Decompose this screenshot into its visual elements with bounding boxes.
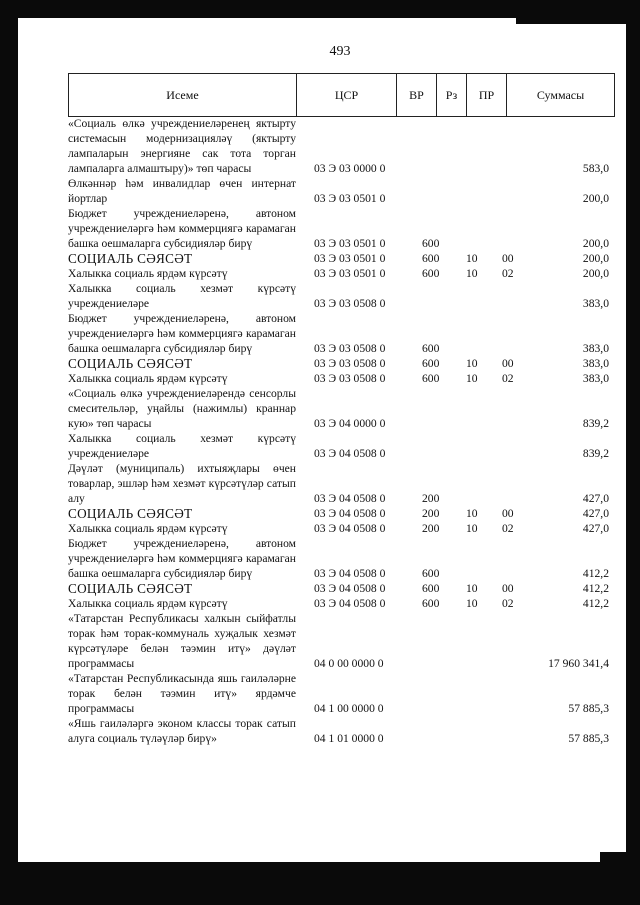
row-sum-cell: 383,0: [582, 297, 609, 310]
scan-edge-top-right: [516, 0, 640, 24]
row-sum-cell: 427,0: [582, 522, 609, 535]
row-csr-cell: 03 Э 03 0508 0: [314, 297, 386, 310]
table-row: [68, 671, 615, 716]
row-sum-cell: 200,0: [582, 192, 609, 205]
row-csr-cell: 03 Э 03 0000 0: [314, 162, 386, 175]
table-body: [68, 116, 615, 746]
row-sum-cell: 412,2: [582, 567, 609, 580]
row-sum-cell: 583,0: [582, 162, 609, 175]
column-header-sum: Суммасы: [507, 74, 615, 117]
row-csr-cell: 03 Э 03 0501 0: [314, 192, 386, 205]
row-name-cell: Бюджет учреждениеләренә, автоном учреждениеләргә һәм коммерциягә карамаган башка оешмаларга субсидияләр бирү: [68, 207, 296, 250]
row-sum-cell: 839,2: [582, 447, 609, 460]
row-vr-cell: 600: [422, 372, 440, 385]
row-name-cell: Дәүләт (муниципаль) ихтыяҗлары өчен товарлар, эшләр һәм хезмәт күрсәтүләр сатып алу: [68, 462, 296, 505]
row-csr-cell: 03 Э 04 0508 0: [314, 522, 386, 535]
table-row: [68, 116, 615, 176]
row-csr-cell: 03 Э 04 0508 0: [314, 567, 386, 580]
row-name-cell: СОЦИАЛЬ СӘЯСӘТ: [68, 581, 193, 596]
row-pr-cell: 02: [502, 522, 514, 535]
row-name-cell: Халыкка социаль ярдәм күрсәтү: [68, 522, 228, 535]
table-row: [68, 536, 615, 581]
row-sum-cell: 57 885,3: [568, 702, 609, 715]
row-sum-cell: 839,2: [582, 417, 609, 430]
table-row: [68, 596, 615, 611]
row-csr-cell: 03 Э 03 0508 0: [314, 372, 386, 385]
row-vr-cell: 200: [422, 522, 440, 535]
row-name-cell: «Татарстан Республикасы халкын сыйфатлы торак һәм торак-коммуналь хуҗалык хезмәт күрсәтүләре белән тәэмин итү» дәүләт программасы: [68, 612, 296, 670]
row-name-cell: Халыкка социаль ярдәм күрсәтү: [68, 372, 228, 385]
scan-edge-right: [626, 0, 640, 905]
row-name-cell: Халыкка социаль ярдәм күрсәтү: [68, 267, 228, 280]
row-vr-cell: 600: [422, 582, 440, 595]
row-pr-cell: 00: [502, 582, 514, 595]
row-sum-cell: 427,0: [582, 507, 609, 520]
row-pr-cell: 00: [502, 252, 514, 265]
scan-edge-bottom-right: [600, 852, 640, 905]
row-name-cell: Халыкка социаль хезмәт күрсәтү учреждениеләре: [68, 282, 296, 310]
row-sum-cell: 200,0: [582, 252, 609, 265]
row-csr-cell: 03 Э 03 0501 0: [314, 252, 386, 265]
page-number: 493: [329, 44, 351, 59]
table-row: [68, 281, 615, 311]
row-pr-cell: 00: [502, 507, 514, 520]
row-name-cell: «Социаль өлкә учреждениеләрендә сенсорлы смесительләр, уңайлы (нажимлы) краннар кую» төп чарасы: [68, 387, 296, 430]
table-row: [68, 716, 615, 746]
row-vr-cell: 600: [422, 342, 440, 355]
table-row: [68, 506, 615, 521]
column-header-vr: ВР: [397, 74, 437, 117]
row-csr-cell: 03 Э 03 0501 0: [314, 237, 386, 250]
row-rz-cell: 10: [466, 252, 478, 265]
row-csr-cell: 04 1 00 0000 0: [314, 702, 384, 715]
row-sum-cell: 383,0: [582, 372, 609, 385]
row-sum-cell: 200,0: [582, 237, 609, 250]
row-pr-cell: 02: [502, 372, 514, 385]
row-name-cell: «Социаль өлкә учреждениеләренең яктырту системасын модернизацияләү (яктырту лампаларын энергияне сак тота торган лампаларга алмаштыру)» төп чарасы: [68, 117, 296, 175]
row-vr-cell: 600: [422, 267, 440, 280]
row-pr-cell: 00: [502, 357, 514, 370]
row-name-cell: СОЦИАЛЬ СӘЯСӘТ: [68, 251, 193, 266]
row-csr-cell: 04 1 01 0000 0: [314, 732, 384, 745]
table-row: [68, 431, 615, 461]
row-sum-cell: 17 960 341,4: [548, 657, 609, 670]
column-header-csr: ЦСР: [297, 74, 397, 117]
column-header-name: Исеме: [69, 74, 297, 117]
row-csr-cell: 03 Э 04 0508 0: [314, 507, 386, 520]
row-csr-cell: 04 0 00 0000 0: [314, 657, 384, 670]
row-csr-cell: 03 Э 03 0508 0: [314, 342, 386, 355]
row-sum-cell: 383,0: [582, 357, 609, 370]
row-name-cell: «Татарстан Республикасында яшь гаиләләрне торак белән тәэмин итү» ярдәмче программасы: [68, 672, 296, 715]
row-pr-cell: 02: [502, 597, 514, 610]
row-sum-cell: 412,2: [582, 597, 609, 610]
table-row: [68, 266, 615, 281]
row-csr-cell: 03 Э 04 0000 0: [314, 417, 386, 430]
row-csr-cell: 03 Э 03 0508 0: [314, 357, 386, 370]
row-name-cell: Бюджет учреждениеләренә, автоном учреждениеләргә һәм коммерциягә карамаган башка оешмаларга субсидияләр бирү: [68, 537, 296, 580]
row-rz-cell: 10: [466, 597, 478, 610]
row-rz-cell: 10: [466, 507, 478, 520]
column-header-rz: Рз: [437, 74, 467, 117]
row-sum-cell: 412,2: [582, 582, 609, 595]
table-row: [68, 251, 615, 266]
row-vr-cell: 600: [422, 237, 440, 250]
row-csr-cell: 03 Э 04 0508 0: [314, 447, 386, 460]
row-csr-cell: 03 Э 04 0508 0: [314, 597, 386, 610]
row-sum-cell: 383,0: [582, 342, 609, 355]
row-vr-cell: 200: [422, 507, 440, 520]
row-name-cell: СОЦИАЛЬ СӘЯСӘТ: [68, 356, 193, 371]
row-name-cell: Өлкәннәр һәм инвалидлар өчен интернат йортлар: [68, 177, 296, 205]
row-vr-cell: 600: [422, 357, 440, 370]
row-vr-cell: 200: [422, 492, 440, 505]
row-rz-cell: 10: [466, 267, 478, 280]
scan-edge-bottom: [0, 862, 640, 905]
row-name-cell: Халыкка социаль хезмәт күрсәтү учреждениеләре: [68, 432, 296, 460]
row-vr-cell: 600: [422, 597, 440, 610]
row-rz-cell: 10: [466, 372, 478, 385]
row-csr-cell: 03 Э 04 0508 0: [314, 492, 386, 505]
table-row: [68, 176, 615, 206]
row-sum-cell: 427,0: [582, 492, 609, 505]
table-row: [68, 521, 615, 536]
row-name-cell: Бюджет учреждениеләренә, автоном учреждениеләргә һәм коммерциягә карамаган башка оешмаларга субсидияләр бирү: [68, 312, 296, 355]
row-name-cell: «Яшь гаиләләргә эконом классы торак сатып алуга социаль түләүләр бирү»: [68, 717, 296, 745]
table-row: [68, 461, 615, 506]
row-sum-cell: 57 885,3: [568, 732, 609, 745]
table-row: [68, 371, 615, 386]
table-row: [68, 386, 615, 431]
row-rz-cell: 10: [466, 522, 478, 535]
table-row: [68, 311, 615, 356]
row-vr-cell: 600: [422, 567, 440, 580]
row-csr-cell: 03 Э 04 0508 0: [314, 582, 386, 595]
row-rz-cell: 10: [466, 582, 478, 595]
row-pr-cell: 02: [502, 267, 514, 280]
column-header-pr: ПР: [467, 74, 507, 117]
table-row: [68, 206, 615, 251]
table-row: [68, 581, 615, 596]
row-name-cell: СОЦИАЛЬ СӘЯСӘТ: [68, 506, 193, 521]
row-name-cell: Халыкка социаль ярдәм күрсәтү: [68, 597, 228, 610]
row-vr-cell: 600: [422, 252, 440, 265]
table-row: [68, 611, 615, 671]
row-csr-cell: 03 Э 03 0501 0: [314, 267, 386, 280]
table-row: [68, 356, 615, 371]
row-rz-cell: 10: [466, 357, 478, 370]
row-sum-cell: 200,0: [582, 267, 609, 280]
scan-edge-left: [0, 0, 18, 905]
table-header: [68, 73, 615, 117]
